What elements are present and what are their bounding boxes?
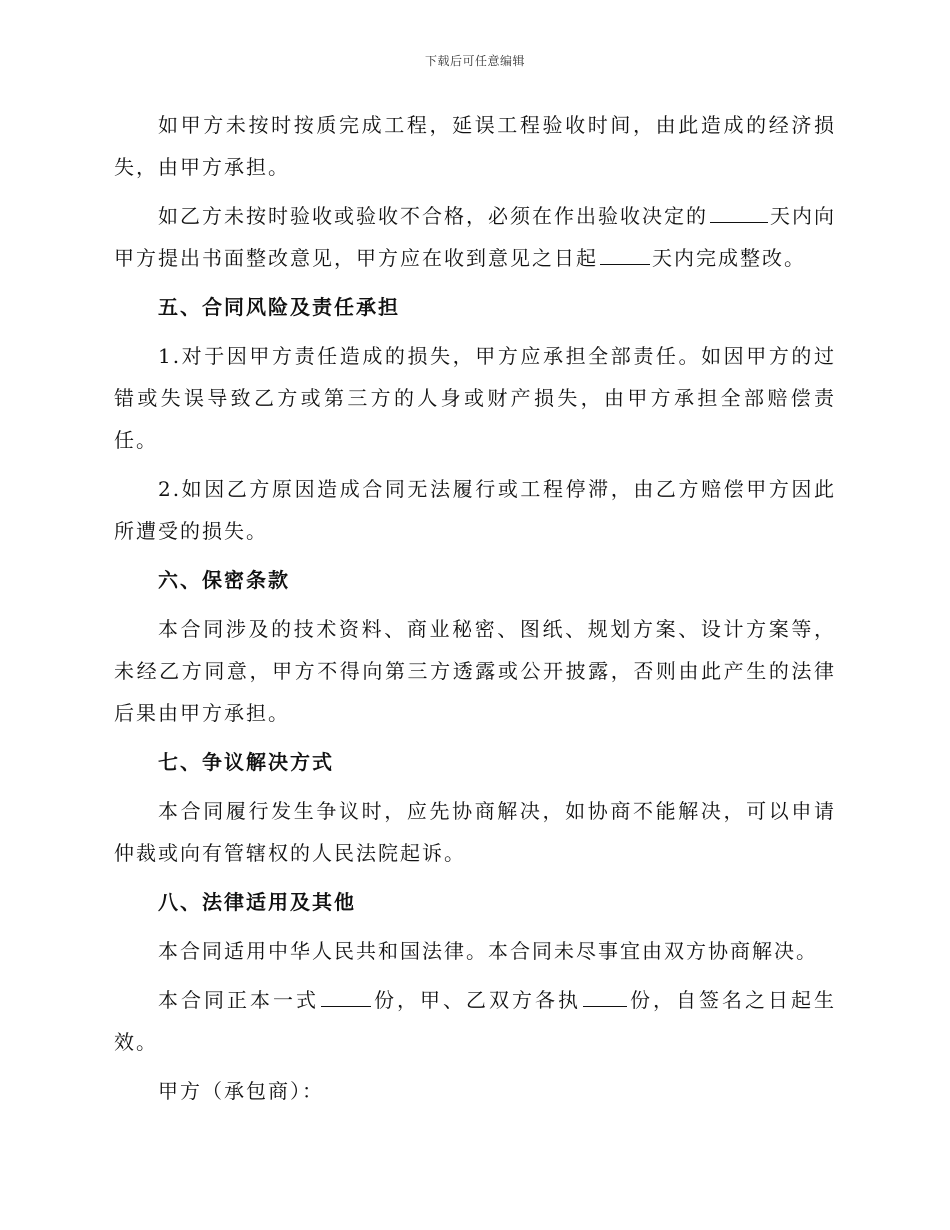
text-segment: 份，自签名之日起生效。 <box>114 988 836 1054</box>
section-heading-confidentiality: 六、保密条款 <box>158 568 290 592</box>
paragraph-confidentiality: 本合同涉及的技术资料、商业秘密、图纸、规划方案、设计方案等，未经乙方同意，甲方不得向第三方透露或公开披露，否则由此产生的法律后果由甲方承担。 <box>114 617 836 725</box>
text-segment: 如乙方未按时验收或验收不合格，必须在作出验收决定的 <box>158 204 708 228</box>
section-heading-dispute: 七、争议解决方式 <box>158 750 334 774</box>
paragraph-copies <box>114 979 836 1063</box>
text-segment: 天内向甲方提出书面整改意见，甲方应在收到意见之日起 <box>114 204 836 270</box>
page-header: 下载后可任意编辑 <box>424 54 525 68</box>
blank-copies-total <box>321 984 371 1007</box>
text-segment: 天内完成整改。 <box>652 246 806 270</box>
paragraph-risk-1: 1.对于因甲方责任造成的损失，甲方应承担全部责任。如因甲方的过错或失误导致乙方或第三方的人身或财产损失，由甲方承担全部赔偿责任。 <box>114 344 836 452</box>
blank-days-notice <box>710 200 768 223</box>
text-segment: 份，甲、乙双方各执 <box>373 988 581 1012</box>
section-heading-risk: 五、合同风险及责任承担 <box>158 295 400 319</box>
paragraph-law: 本合同适用中华人民共和国法律。本合同未尽事宜由双方协商解决。 <box>158 939 818 963</box>
paragraph-risk-2: 2.如因乙方原因造成合同无法履行或工程停滞，由乙方赔偿甲方因此所遭受的损失。 <box>114 477 836 543</box>
paragraph-dispute: 本合同履行发生争议时，应先协商解决，如协商不能解决，可以申请仲裁或向有管辖权的人民法院起诉。 <box>114 799 836 865</box>
text-segment: 本合同正本一式 <box>158 988 319 1012</box>
paragraph-delay-liability: 如甲方未按时按质完成工程，延误工程验收时间，由此造成的经济损失，由甲方承担。 <box>114 113 836 179</box>
document-body <box>114 104 836 1119</box>
blank-copies-each <box>583 984 627 1007</box>
section-heading-law: 八、法律适用及其他 <box>158 890 356 914</box>
blank-days-rectify <box>600 242 650 265</box>
paragraph-acceptance-rectification <box>114 195 836 279</box>
signature-party-a-label: 甲方（承包商）： <box>158 1079 324 1103</box>
